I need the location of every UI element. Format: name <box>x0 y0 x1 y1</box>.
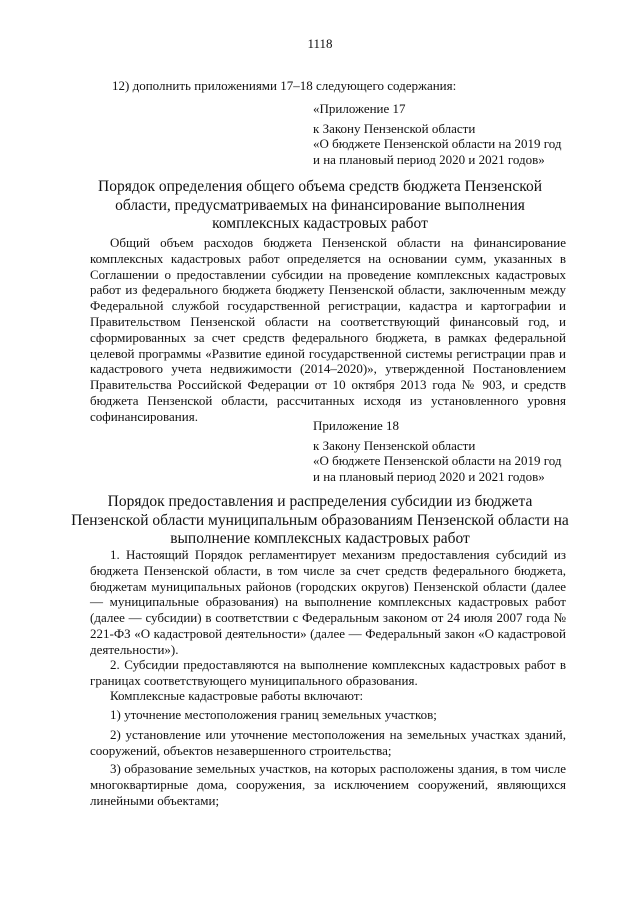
list-item-3: 3) образование земельных участков, на которых расположены здания, в том числе многоквартирные дома, сооружения, за исключением сооружений, являющихся линейными объектами; <box>90 761 566 808</box>
list-item-2: 2) установление или уточнение местоположения на земельных участках зданий, сооружений, объектов незавершенного строительства; <box>90 727 566 758</box>
paragraph-point-2: 2. Субсидии предоставляются на выполнение комплексных кадастровых работ в границах соответствующего муниципального образования. <box>90 657 566 688</box>
appendix-18-header <box>313 418 562 484</box>
paragraph-works-include: Комплексные кадастровые работы включают: <box>110 688 364 703</box>
appendix-18-line1: к Закону Пензенской области <box>313 437 476 453</box>
appendix-17-line2: «О бюджете Пензенской области на 2019 год <box>313 136 562 151</box>
appendix-18-line3: и на плановый период 2020 и 2021 годов» <box>313 468 545 484</box>
section-heading-1 <box>60 178 580 234</box>
amendment-item-12: 12) дополнить приложениями 17–18 следующего содержания: <box>112 78 457 93</box>
section-heading-2 <box>60 493 580 549</box>
appendix-17-header <box>313 101 562 167</box>
heading-2-line1: Порядок предоставления и распределения субсидии из бюджета <box>107 493 533 510</box>
appendix-18-line2: «О бюджете Пензенской области на 2019 год <box>313 453 562 468</box>
appendix-17-title: «Приложение 17 <box>313 101 406 116</box>
heading-2-line3: выполнение комплексных кадастровых работ <box>170 530 470 547</box>
paragraph-total-volume: Общий объем расходов бюджета Пензенской области на финансирование комплексных кадастровых работ определяется на основании сумм, указанных в Соглашении о предоставлении субсидии на проведение комплексных кадастровых работ из федерального бюджета бюджету Пензенской области, заключенным между Федеральной службой государственной регистрации, кадастра и картографии и Правительством Пензенской области на соответствующий финансовый год, и сформированных за счет средств федерального бюджета, в рамках федеральной целевой программы «Развитие единой государственной системы регистрации прав и кадастрового учета недвижимости (2014–2020)», утвержденной Постановлением Правительства Российской Федерации от 10 октября 2013 года № 903, и средств бюджета Пензенской области, рассчитанных исходя из установленного уровня софинансирования. <box>90 235 566 424</box>
appendix-17-line1: к Закону Пензенской области <box>313 120 476 136</box>
list-item-1: 1) уточнение местоположения границ земельных участков; <box>110 707 437 722</box>
heading-2-line2: Пензенской области муниципальным образованиям Пензенской области на <box>71 511 569 529</box>
paragraph-point-1: 1. Настоящий Порядок регламентирует механизм предоставления субсидий из бюджета Пензенской области, в том числе за счет средств федерального бюджета, бюджетам муниципальных районов (городских округов) Пензенской области (далее — муниципальные образования) на выполнение комплексных кадастровых работ (далее — субсидии) в соответствии с Федеральным законом от 24 июля 2007 года № 221-ФЗ «О кадастровой деятельности» (далее — Федеральный закон «О кадастровой деятельности»). <box>90 547 566 657</box>
heading-1-line1: Порядок определения общего объема средств бюджета Пензенской <box>98 178 542 195</box>
heading-1-line3: комплексных кадастровых работ <box>212 215 428 232</box>
appendix-17-line3: и на плановый период 2020 и 2021 годов» <box>313 151 545 167</box>
appendix-18-title: Приложение 18 <box>313 418 400 433</box>
heading-1-line2: области, предусматриваемых на финансирование выполнения <box>115 196 525 214</box>
page-number: 1118 <box>307 36 333 51</box>
